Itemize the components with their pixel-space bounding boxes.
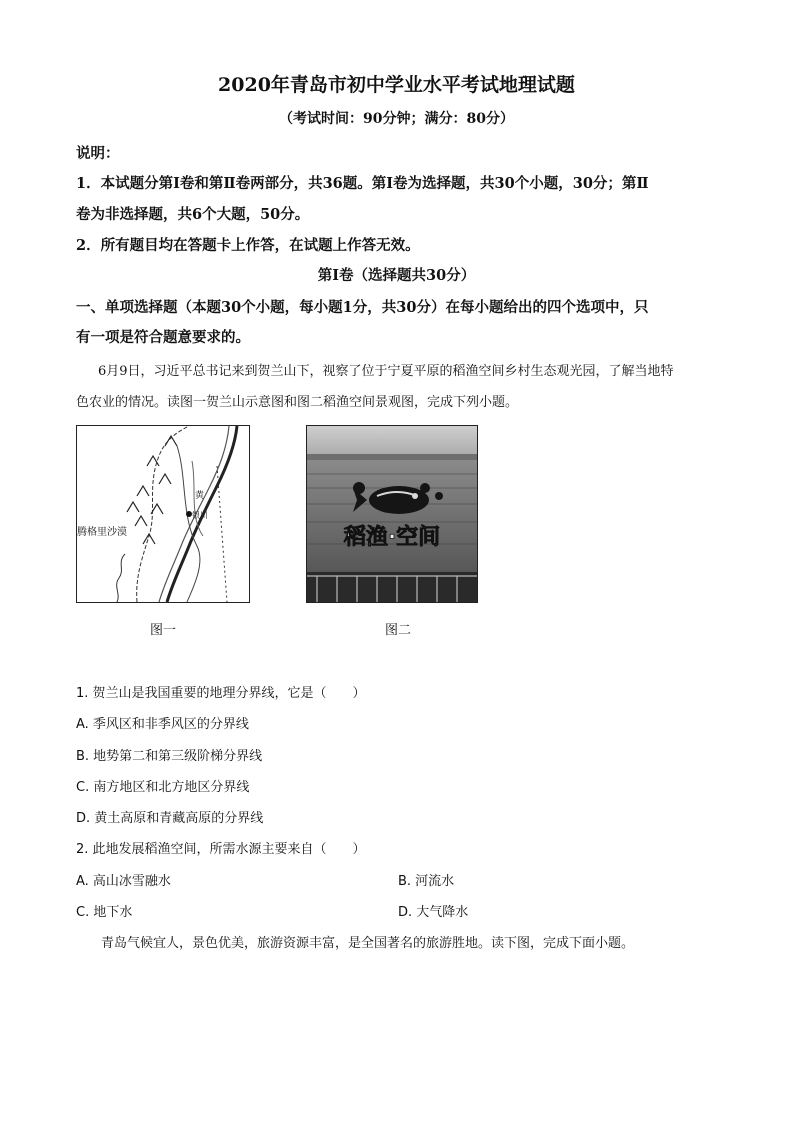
instruction-line-1: 1．本试题分第Ⅰ卷和第Ⅱ卷两部分，共36题。第Ⅰ卷为选择题，共30个小题，30分；第Ⅱ: [76, 175, 649, 192]
desert-label: 腾格里沙漠: [77, 527, 127, 538]
part-heading-line-1: 一、单项选择题（本题30个小题，每小题1分，共30分）在每小题给出的四个选项中，只: [76, 299, 649, 316]
instruction-line-3: 2．所有题目均在答题卡上作答，在试题上作答无效。: [76, 237, 420, 254]
question-1-stem: 1. 贺兰山是我国重要的地理分界线，它是（ ）: [76, 686, 366, 701]
mountain-symbols: [127, 436, 177, 544]
helan-mountain-map: [77, 426, 249, 602]
question-1-option-d[interactable]: D. 黄土高原和青藏高原的分界线: [76, 811, 264, 826]
instructions-heading: 说明：: [76, 145, 120, 162]
question-1-option-a[interactable]: A. 季风区和非季风区的分界线: [76, 717, 249, 732]
field-text: 稻渔·空间: [343, 525, 441, 550]
page-title: 2020年青岛市初中学业水平考试地理试题: [218, 74, 575, 96]
question-2-option-b[interactable]: B. 河流水: [398, 874, 455, 889]
figure-2-photo: [306, 425, 478, 603]
part-heading-line-2: 有一项是符合题意要求的。: [76, 329, 250, 346]
question-1-option-c[interactable]: C. 南方地区和北方地区分界线: [76, 780, 250, 795]
question-2-option-c[interactable]: C. 地下水: [76, 905, 133, 920]
rice-fish-landscape: [307, 426, 477, 602]
exam-info: （考试时间：90分钟；满分：80分）: [279, 111, 514, 127]
question-2-option-a[interactable]: A. 高山冰雪融水: [76, 874, 171, 889]
section-title: 第Ⅰ卷（选择题共30分）: [317, 267, 476, 284]
figure-1-map: [76, 425, 250, 603]
question-1-option-b[interactable]: B. 地势第二和第三级阶梯分界线: [76, 749, 263, 764]
instruction-line-2: 卷为非选择题，共6个大题，50分。: [76, 206, 310, 223]
passage-1-line-2: 色农业的情况。读图一贺兰山示意图和图二稻渔空间景观图，完成下列小题。: [76, 395, 519, 410]
river-label: 黄: [195, 491, 205, 501]
passage-2-line-1: 青岛气候宜人，景色优美，旅游资源丰富，是全国著名的旅游胜地。读下图，完成下面小题。: [101, 936, 635, 951]
city-label: 银川: [192, 511, 208, 520]
question-2-option-d[interactable]: D. 大气降水: [398, 905, 469, 920]
passage-1-line-1: 6月9日，习近平总书记来到贺兰山下，视察了位于宁夏平原的稻渔空间乡村生态观光园，了解当地特: [98, 364, 674, 379]
figure-1-caption: 图一: [150, 623, 177, 638]
figure-2-caption: 图二: [385, 623, 412, 638]
question-2-stem: 2. 此地发展稻渔空间，所需水源主要来自（ ）: [76, 842, 366, 857]
